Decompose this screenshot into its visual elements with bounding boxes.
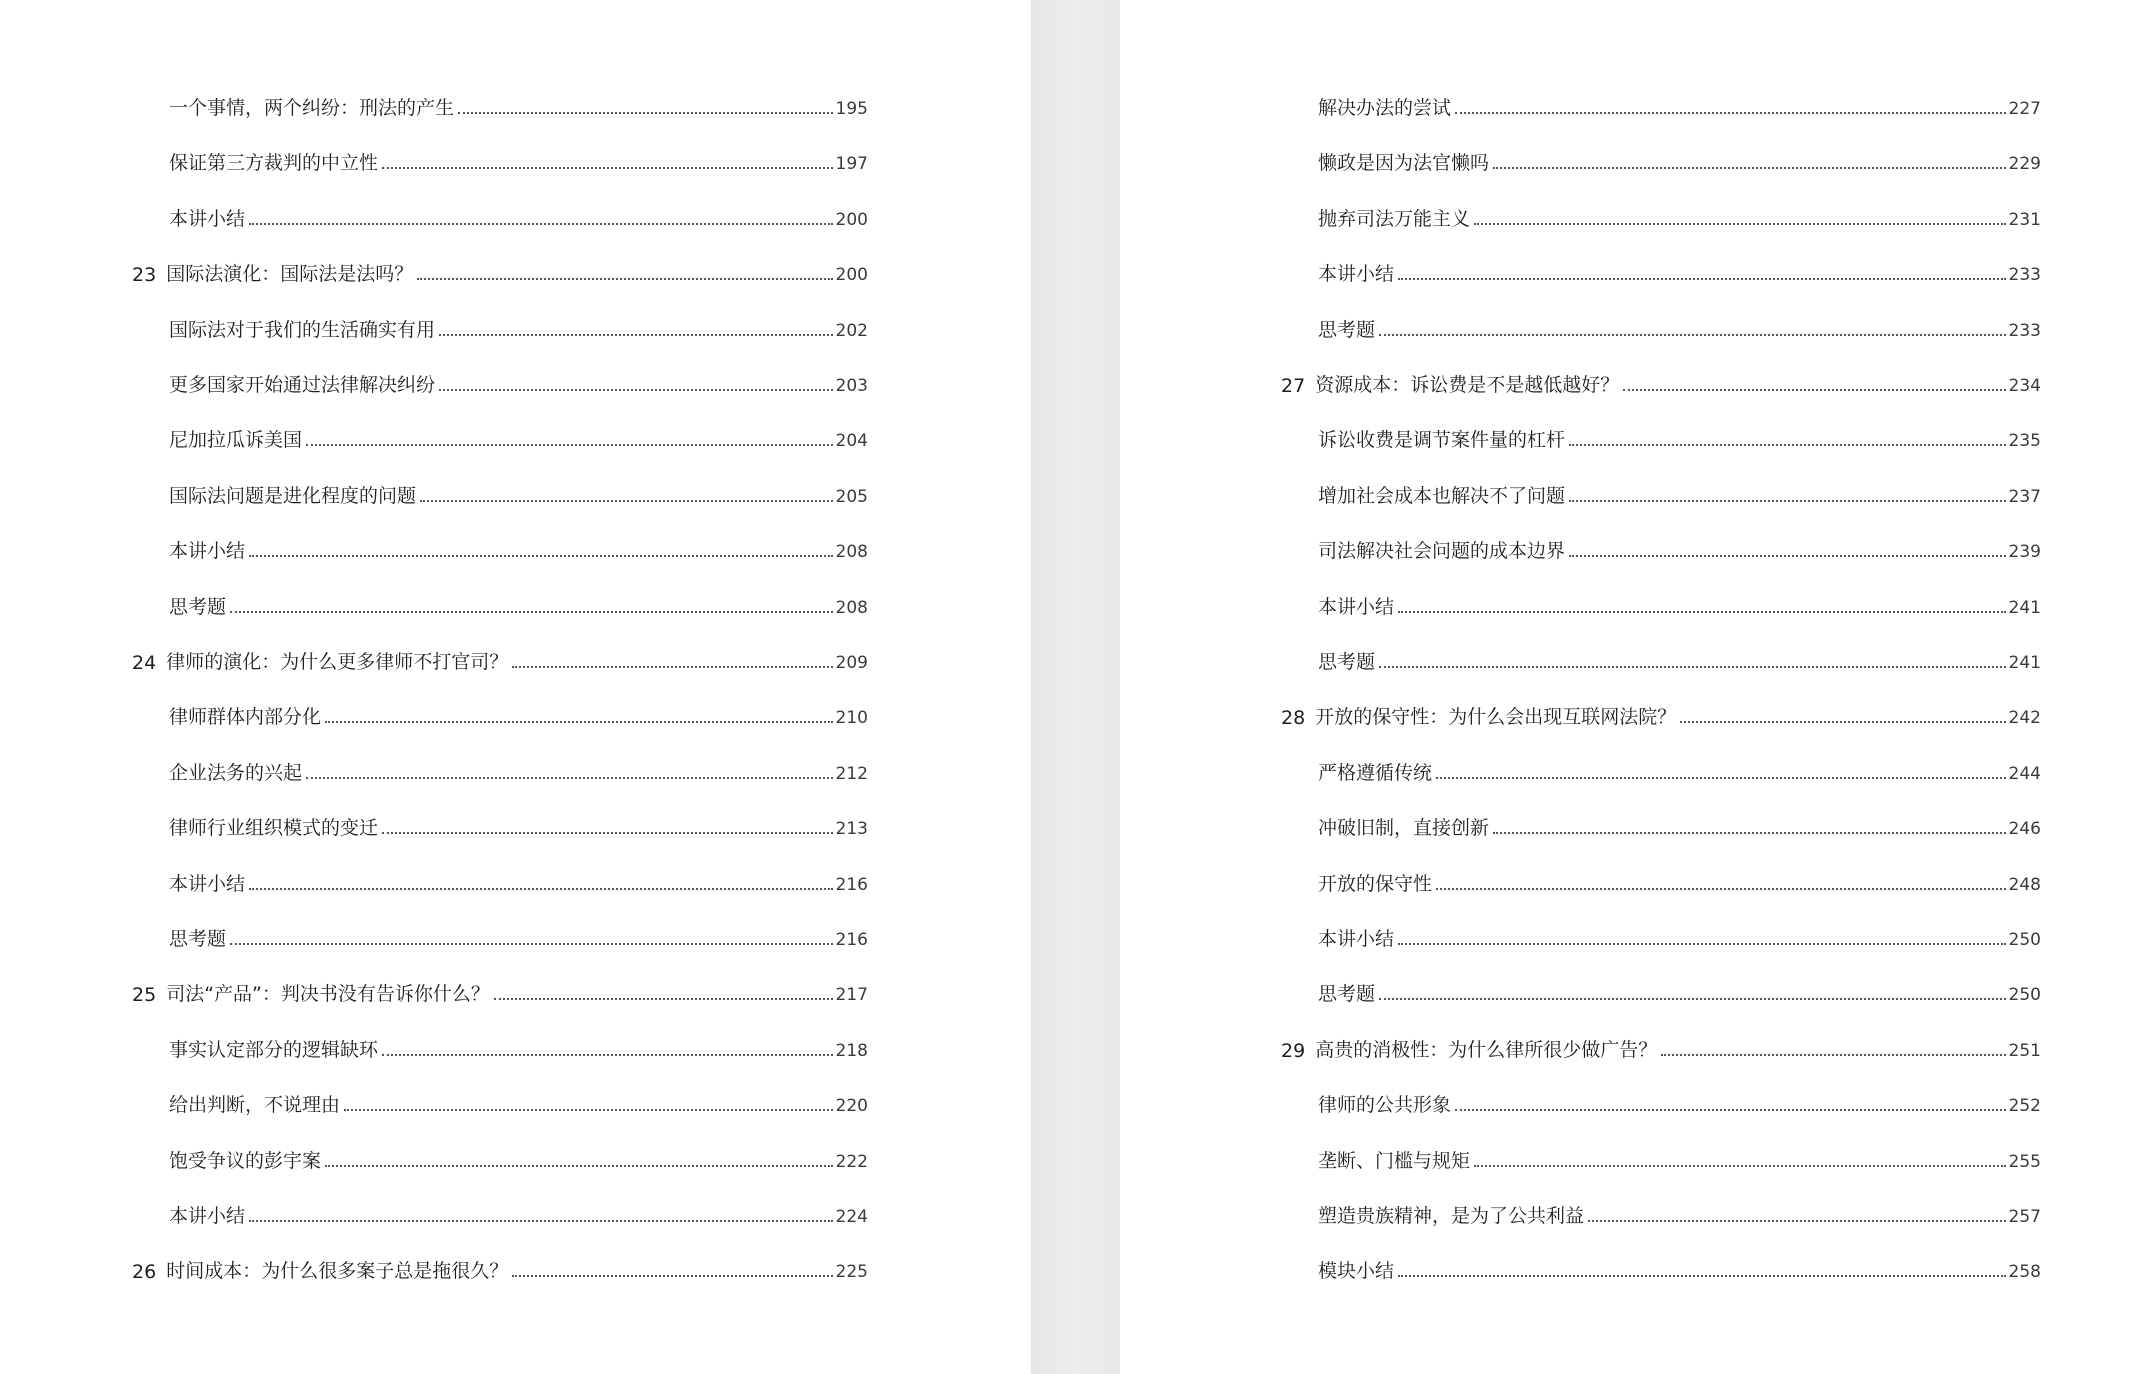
- toc-section-entry[interactable]: [1318, 1198, 2041, 1228]
- toc-section-entry[interactable]: [1318, 976, 2041, 1006]
- toc-entry-title: 增加社会成本也解决不了问题: [1318, 484, 1566, 507]
- toc-entry-title: 思考题: [169, 928, 227, 950]
- toc-page-number: 241: [2008, 653, 2041, 673]
- toc-section-entry[interactable]: [1318, 755, 2041, 785]
- toc-section-entry[interactable]: [169, 1198, 868, 1228]
- toc-page-number: 200: [835, 265, 868, 286]
- toc-dot-leader: [306, 777, 833, 779]
- toc-dot-leader: [1398, 1275, 2006, 1277]
- toc-dot-leader: [494, 998, 833, 1000]
- toc-dot-leader: [512, 1275, 832, 1277]
- toc-list: [0, 0, 1031, 1374]
- toc-page-number: 217: [835, 985, 868, 1006]
- toc-section-entry[interactable]: [169, 921, 868, 951]
- toc-dot-leader: [1398, 278, 2006, 280]
- toc-entry-title: 开放的保守性: [1318, 872, 1433, 895]
- toc-section-entry[interactable]: [1318, 90, 2041, 120]
- toc-page-number: 216: [835, 874, 868, 895]
- toc-dot-leader: [382, 832, 833, 834]
- toc-dot-leader: [249, 888, 833, 890]
- toc-chapter-entry[interactable]: [132, 644, 868, 674]
- toc-page-number: 209: [835, 653, 868, 673]
- toc-dot-leader: [382, 1054, 833, 1056]
- toc-dot-leader: [382, 167, 833, 169]
- toc-page-number: 248: [2008, 874, 2041, 895]
- toc-entry-title: 给出判断，不说理由: [169, 1094, 341, 1117]
- toc-dot-leader: [249, 555, 833, 557]
- toc-dot-leader: [1569, 500, 2006, 502]
- toc-chapter-entry[interactable]: [132, 256, 868, 286]
- toc-section-entry[interactable]: [1318, 201, 2041, 231]
- toc-page-number: 205: [835, 486, 868, 507]
- toc-entry-title: 国际法问题是进化程度的问题: [169, 484, 417, 507]
- toc-page-number: 200: [835, 209, 868, 230]
- toc-entry-title: 更多国家开始通过法律解决纠纷: [169, 374, 436, 396]
- toc-page-number: 224: [835, 1207, 868, 1227]
- toc-dot-leader: [1379, 666, 2006, 668]
- toc-dot-leader: [1379, 998, 2006, 1000]
- toc-section-entry[interactable]: [169, 866, 868, 896]
- toc-entry-title: 本讲小结: [1318, 928, 1395, 950]
- toc-dot-leader: [1569, 555, 2006, 557]
- toc-entry-title: 律师行业组织模式的变迁: [169, 817, 379, 840]
- toc-page-number: 218: [835, 1040, 868, 1061]
- toc-page-number: 220: [835, 1096, 868, 1117]
- toc-entry-title: 解决办法的尝试: [1318, 97, 1452, 119]
- toc-dot-leader: [439, 389, 833, 391]
- toc-section-entry[interactable]: [169, 810, 868, 840]
- toc-page-left: [0, 0, 1031, 1374]
- toc-chapter-number: 28: [1281, 707, 1306, 730]
- toc-section-entry[interactable]: [1318, 1087, 2041, 1117]
- toc-section-entry[interactable]: [169, 90, 868, 120]
- toc-page-number: 242: [2008, 708, 2041, 729]
- toc-entry-title: 时间成本：为什么很多案子总是拖很久？: [166, 1260, 509, 1283]
- toc-dot-leader: [420, 500, 833, 502]
- toc-section-entry[interactable]: [169, 201, 868, 231]
- toc-entry-title: 高贵的消极性：为什么律所很少做广告？: [1315, 1038, 1658, 1061]
- toc-dot-leader: [1569, 444, 2006, 446]
- toc-chapter-entry[interactable]: [132, 976, 868, 1006]
- toc-section-entry[interactable]: [169, 478, 868, 508]
- toc-section-entry[interactable]: [1318, 478, 2041, 508]
- toc-section-entry[interactable]: [169, 1032, 868, 1062]
- toc-page-number: 229: [2008, 154, 2041, 175]
- toc-chapter-entry[interactable]: [1281, 367, 2041, 397]
- toc-section-entry[interactable]: [1318, 866, 2041, 896]
- toc-page-number: 257: [2008, 1207, 2041, 1227]
- toc-page-number: 213: [835, 819, 868, 840]
- toc-page-number: 195: [835, 99, 868, 119]
- toc-entry-title: 尼加拉瓜诉美国: [169, 429, 303, 452]
- toc-dot-leader: [1436, 888, 2006, 890]
- toc-dot-leader: [1436, 777, 2006, 779]
- toc-dot-leader: [417, 278, 832, 280]
- toc-page-number: 252: [2008, 1096, 2041, 1117]
- toc-dot-leader: [1493, 832, 2006, 834]
- toc-dot-leader: [344, 1109, 833, 1111]
- toc-entry-title: 思考题: [169, 595, 227, 618]
- toc-chapter-number: 24: [132, 652, 157, 674]
- toc-page-number: 250: [2008, 985, 2041, 1006]
- toc-chapter-number: 27: [1281, 375, 1306, 397]
- toc-entry-title: 开放的保守性：为什么会出现互联网法院？: [1315, 706, 1677, 729]
- toc-dot-leader: [249, 223, 833, 225]
- toc-page-number: 208: [835, 542, 868, 563]
- toc-section-entry[interactable]: [1318, 589, 2041, 619]
- toc-dot-leader: [458, 112, 833, 114]
- toc-entry-title: 本讲小结: [169, 540, 246, 563]
- toc-dot-leader: [325, 1165, 833, 1167]
- toc-page-number: 251: [2008, 1040, 2041, 1061]
- toc-dot-leader: [1588, 1220, 2006, 1222]
- toc-page-number: 212: [835, 763, 868, 784]
- toc-entry-title: 国际法演化：国际法是法吗？: [166, 263, 414, 286]
- toc-entry-title: 司法解决社会问题的成本边界: [1318, 540, 1566, 563]
- toc-entry-title: 诉讼收费是调节案件量的杠杆: [1318, 429, 1566, 452]
- toc-page-number: 239: [2008, 542, 2041, 563]
- toc-entry-title: 律师的公共形象: [1318, 1094, 1452, 1117]
- toc-page-number: 197: [835, 154, 868, 175]
- toc-page-number: 222: [835, 1151, 868, 1172]
- toc-dot-leader: [1493, 167, 2006, 169]
- toc-dot-leader: [1455, 1109, 2006, 1111]
- toc-page-number: 246: [2008, 819, 2041, 840]
- toc-dot-leader: [306, 444, 833, 446]
- toc-entry-title: 严格遵循传统: [1318, 761, 1433, 784]
- toc-entry-title: 事实认定部分的逻辑缺环: [169, 1038, 379, 1061]
- toc-dot-leader: [1680, 721, 2005, 723]
- toc-section-entry[interactable]: [1318, 810, 2041, 840]
- toc-page-number: 208: [835, 597, 868, 618]
- toc-dot-leader: [1474, 1165, 2006, 1167]
- toc-section-entry[interactable]: [1318, 921, 2041, 951]
- toc-page-number: 233: [2008, 265, 2041, 286]
- toc-section-entry[interactable]: [169, 312, 868, 342]
- toc-dot-leader: [1398, 611, 2006, 613]
- toc-section-entry[interactable]: [1318, 644, 2041, 674]
- toc-section-entry[interactable]: [169, 367, 868, 397]
- toc-page-number: 258: [2008, 1262, 2041, 1283]
- toc-dot-leader: [230, 943, 833, 945]
- toc-section-entry[interactable]: [1318, 533, 2041, 563]
- toc-page-number: 250: [2008, 930, 2041, 950]
- toc-dot-leader: [249, 1220, 833, 1222]
- toc-section-entry[interactable]: [169, 145, 868, 175]
- toc-section-entry[interactable]: [169, 699, 868, 729]
- toc-section-entry[interactable]: [1318, 1253, 2041, 1283]
- toc-chapter-number: 25: [132, 984, 157, 1007]
- toc-entry-title: 思考题: [1318, 318, 1376, 341]
- toc-dot-leader: [325, 721, 833, 723]
- toc-entry-title: 企业法务的兴起: [169, 761, 303, 784]
- toc-entry-title: 思考题: [1318, 983, 1376, 1006]
- toc-dot-leader: [1455, 112, 2006, 114]
- toc-dot-leader: [1379, 334, 2006, 336]
- toc-entry-title: 律师的演化：为什么更多律师不打官司？: [166, 651, 509, 673]
- toc-page-number: 237: [2008, 486, 2041, 507]
- toc-entry-title: 本讲小结: [1318, 263, 1395, 286]
- toc-entry-title: 资源成本：诉讼费是不是越低越好？: [1315, 374, 1620, 396]
- toc-chapter-number: 23: [132, 264, 157, 287]
- toc-dot-leader: [1623, 389, 2005, 391]
- toc-page-number: 203: [835, 376, 868, 396]
- toc-entry-title: 保证第三方裁判的中立性: [169, 152, 379, 175]
- toc-entry-title: 一个事情，两个纠纷：刑法的产生: [169, 97, 455, 119]
- toc-chapter-entry[interactable]: [132, 1253, 868, 1283]
- toc-entry-title: 律师群体内部分化: [169, 706, 322, 729]
- toc-page-number: 233: [2008, 320, 2041, 341]
- toc-page-number: 255: [2008, 1151, 2041, 1172]
- toc-entry-title: 本讲小结: [169, 872, 246, 895]
- toc-page-number: 244: [2008, 763, 2041, 784]
- toc-dot-leader: [230, 611, 833, 613]
- toc-section-entry[interactable]: [169, 1143, 868, 1173]
- toc-section-entry[interactable]: [1318, 256, 2041, 286]
- toc-page-number: 241: [2008, 597, 2041, 618]
- toc-chapter-number: 26: [132, 1261, 157, 1284]
- toc-section-entry[interactable]: [1318, 422, 2041, 452]
- toc-section-entry[interactable]: [169, 589, 868, 619]
- toc-page-number: 202: [835, 320, 868, 341]
- toc-dot-leader: [439, 334, 833, 336]
- toc-section-entry[interactable]: [1318, 145, 2041, 175]
- toc-chapter-number: 29: [1281, 1039, 1306, 1062]
- toc-chapter-entry[interactable]: [1281, 1032, 2041, 1062]
- toc-chapter-entry[interactable]: [1281, 699, 2041, 729]
- toc-dot-leader: [1661, 1054, 2005, 1056]
- toc-entry-title: 本讲小结: [169, 1205, 246, 1227]
- toc-page-number: 204: [835, 431, 868, 452]
- toc-entry-title: 本讲小结: [169, 207, 246, 230]
- page-gutter: [1031, 0, 1120, 1374]
- toc-section-entry[interactable]: [169, 755, 868, 785]
- toc-entry-title: 抛弃司法万能主义: [1318, 207, 1471, 230]
- toc-entry-title: 塑造贵族精神，是为了公共利益: [1318, 1205, 1585, 1227]
- toc-section-entry[interactable]: [1318, 1143, 2041, 1173]
- toc-entry-title: 思考题: [1318, 651, 1376, 673]
- toc-page-number: 234: [2008, 376, 2041, 396]
- toc-section-entry[interactable]: [169, 422, 868, 452]
- toc-page-number: 231: [2008, 209, 2041, 230]
- toc-dot-leader: [1398, 943, 2006, 945]
- toc-section-entry[interactable]: [169, 1087, 868, 1117]
- toc-section-entry[interactable]: [169, 533, 868, 563]
- toc-entry-title: 饱受争议的彭宇案: [169, 1149, 322, 1172]
- toc-entry-title: 冲破旧制，直接创新: [1318, 817, 1490, 840]
- toc-page-number: 210: [835, 708, 868, 729]
- toc-page-number: 235: [2008, 431, 2041, 452]
- toc-list: [1120, 0, 2142, 1374]
- toc-entry-title: 懒政是因为法官懒吗: [1318, 152, 1490, 175]
- toc-entry-title: 司法“产品”：判决书没有告诉你什么？: [166, 983, 490, 1006]
- toc-entry-title: 本讲小结: [1318, 595, 1395, 618]
- toc-section-entry[interactable]: [1318, 312, 2041, 342]
- toc-dot-leader: [512, 666, 832, 668]
- toc-page-right: [1120, 0, 2142, 1374]
- toc-dot-leader: [1474, 223, 2006, 225]
- toc-page-number: 225: [835, 1262, 868, 1283]
- toc-entry-title: 模块小结: [1318, 1260, 1395, 1283]
- toc-page-number: 216: [835, 930, 868, 950]
- toc-entry-title: 垄断、门槛与规矩: [1318, 1149, 1471, 1172]
- toc-page-number: 227: [2008, 99, 2041, 119]
- toc-entry-title: 国际法对于我们的生活确实有用: [169, 318, 436, 341]
